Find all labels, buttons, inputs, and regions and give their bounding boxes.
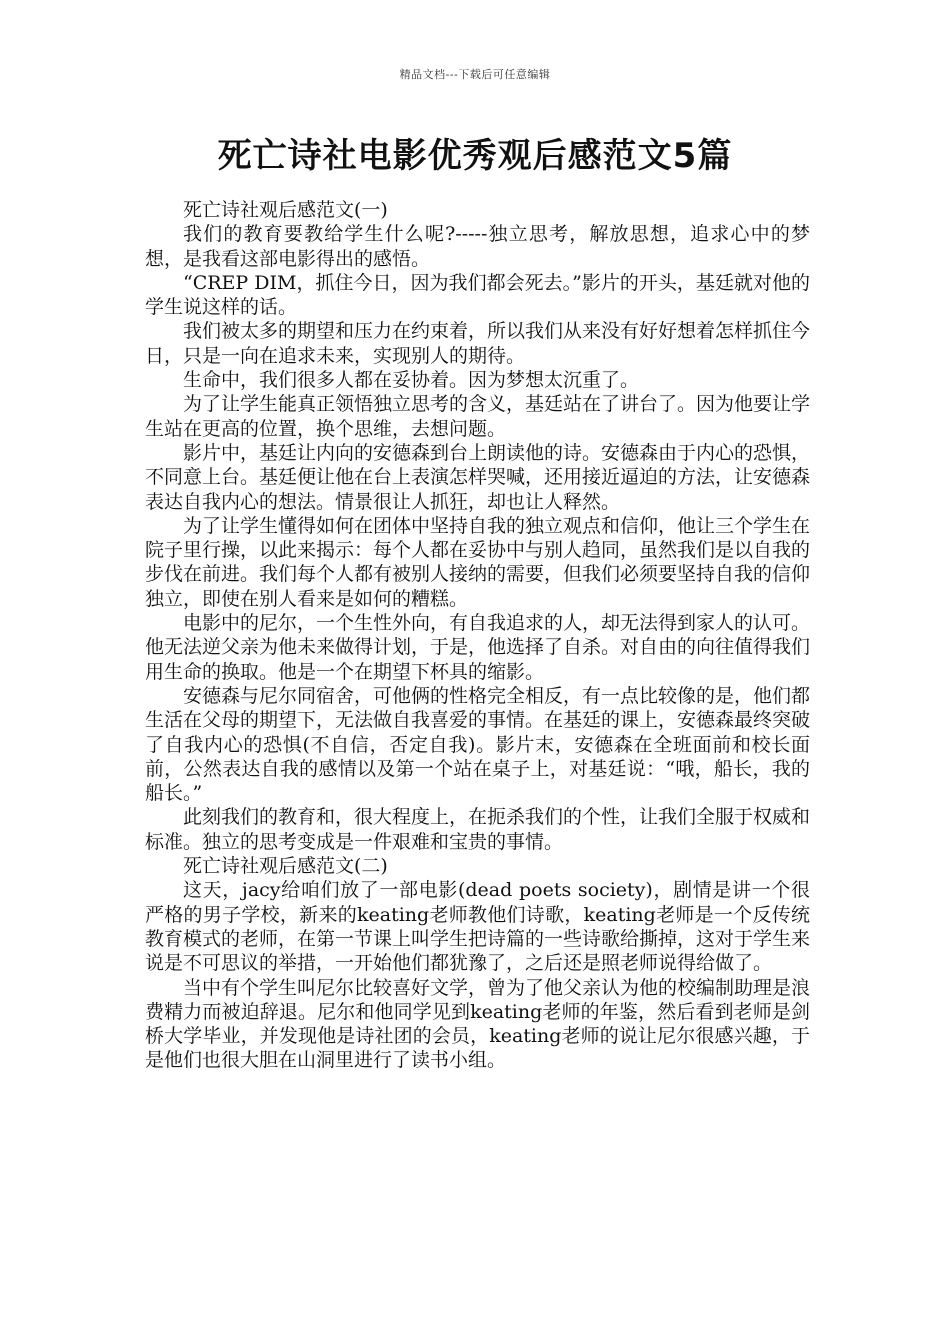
paragraph: 为了让学生懂得如何在团体中坚持自我的独立观点和信仰，他让三个学生在院子里行操，以此来揭示：每个人都在妥协中与别人趋同，虽然我们是以自我的步伐在前进。我们每个人都有被别人接纳的需要，但我们必须要坚持自我的信仰独立，即使在别人看来是如何的糟糕。 bbox=[145, 514, 811, 610]
paragraph: 安德森与尼尔同宿舍，可他俩的性格完全相反，有一点比较像的是，他们都生活在父母的期望下，无法做自我喜爱的事情。在基廷的课上，安德森最终突破了自我内心的恐惧(不自信，否定自我)。影片末，安德森在全班面前和校长面前，公然表达自我的感情以及第一个站在桌子上，对基廷说：“哦，船长，我的船长。” bbox=[145, 684, 811, 805]
paragraph: 我们的教育要教给学生什么呢?-----独立思考，解放思想，追求心中的梦想，是我看这部电影得出的感悟。 bbox=[145, 223, 810, 270]
section-heading-2: 死亡诗社观后感范文(二) bbox=[183, 855, 388, 878]
header-note: 精品文档---下载后可任意编辑 bbox=[399, 68, 551, 81]
paragraph: “CREP DIM，抓住今日，因为我们都会死去。”影片的开头，基廷就对他的学生说这样的话。 bbox=[145, 271, 810, 319]
document-body bbox=[145, 198, 810, 1073]
document-title: 死亡诗社电影优秀观后感范文5篇 bbox=[217, 136, 733, 176]
paragraph: 生命中，我们很多人都在妥协着。因为梦想太沉重了。 bbox=[183, 369, 640, 392]
paragraph: 为了让学生能真正领悟独立思考的含义，基廷站在了讲台了。因为他要让学生站在更高的位置，换个思维，去想问题。 bbox=[145, 393, 811, 440]
paragraph: 电影中的尼尔，一个生性外向，有自我追求的人，却无法得到家人的认可。他无法逆父亲为他未来做得计划，于是，他选择了自杀。对自由的向往值得我们用生命的换取。他是一个在期望下杯具的缩影。 bbox=[145, 612, 811, 683]
paragraph: 当中有个学生叫尼尔比较喜好文学，曾为了他父亲认为他的校编制助理是浪费精力而被迫辞退。尼尔和他同学见到keating老师的年鉴，然后看到老师是剑桥大学毕业，并发现他是诗社团的会员，keating老师的说让尼尔很感兴趣，于是他们也很大胆在山洞里进行了读书小组。 bbox=[145, 976, 811, 1072]
paragraph: 这天，jacy给咱们放了一部电影(dead poets society)，剧情是讲一个很严格的男子学校，新来的keating老师教他们诗歌，keating老师是一个反传统教育模式的老师，在第一节课上叫学生把诗篇的一些诗歌给撕掉，这对于学生来说是不可思议的举措，一开始他们都犹豫了，之后还是照老师说得给做了。 bbox=[145, 879, 811, 975]
paragraph: 此刻我们的教育和，很大程度上，在扼杀我们的个性，让我们全服于权威和标准。独立的思考变成是一件艰难和宝贵的事情。 bbox=[145, 806, 811, 853]
paragraph: 影片中，基廷让内向的安德森到台上朗读他的诗。安德森由于内心的恐惧，不同意上台。基廷便让他在台上表演怎样哭喊，还用接近逼迫的方法，让安德森表达自我内心的想法。情景很让人抓狂，却也让人释然。 bbox=[145, 441, 811, 513]
paragraph: 我们被太多的期望和压力在约束着，所以我们从来没有好好想着怎样抓住今日，只是一向在追求未来，实现别人的期待。 bbox=[145, 320, 811, 367]
section-heading-1: 死亡诗社观后感范文(一) bbox=[183, 199, 388, 221]
